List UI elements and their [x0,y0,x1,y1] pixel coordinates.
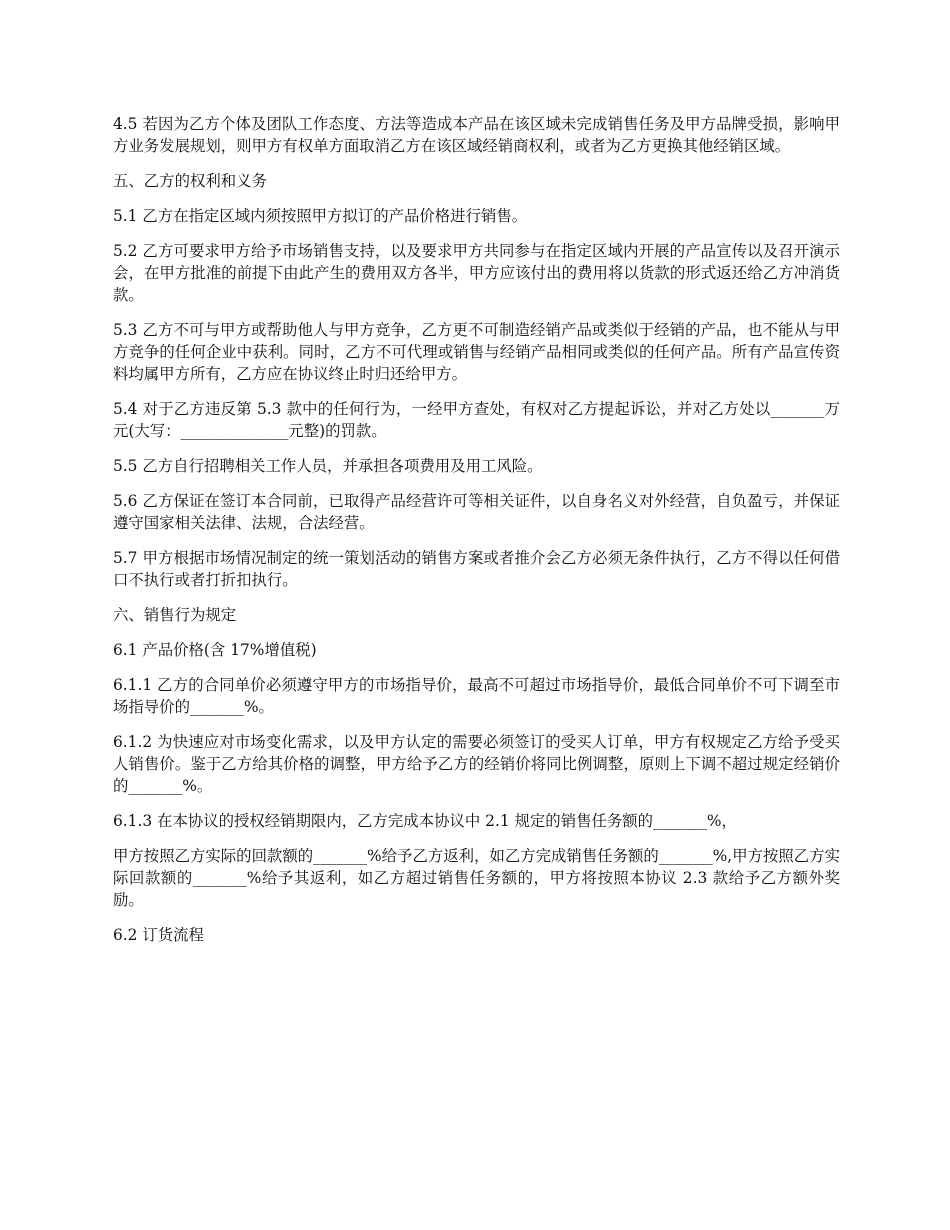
paragraph-6-1: 6.1 产品价格(含 17%增值税) [113,641,317,659]
paragraph-5-3: 5.3 乙方不可与甲方或帮助他人与甲方竞争，乙方更不可制造经销产品或类似于经销的产品，也不能从与甲方竞争的任何企业中获利。同时，乙方不可代理或销售与经销产品相同或类似的任何产品。所有产品宣传资料均属甲方所有，乙方应在协议终止时归还给甲方。 [113,321,840,383]
paragraph-5-7: 5.7 甲方根据市场情况制定的统一策划活动的销售方案或者推介会乙方必须无条件执行，乙方不得以任何借口不执行或者打折扣执行。 [113,549,840,589]
paragraph-5-1: 5.1 乙方在指定区域内须按照甲方拟订的产品价格进行销售。 [113,207,528,225]
paragraph-6-1-3: 6.1.3 在本协议的授权经销期限内，乙方完成本协议中 2.1 规定的销售任务额的_______%， [113,812,737,830]
paragraph-6-1-1: 6.1.1 乙方的合同单价必须遵守甲方的市场指导价，最高不可超过市场指导价，最低合同单价不可下调至市场指导价的_______%。 [113,676,840,716]
document-page [113,113,840,959]
paragraph-5-2: 5.2 乙方可要求甲方给予市场销售支持，以及要求甲方共同参与在指定区域内开展的产品宣传以及召开演示会，在甲方批准的前提下由此产生的费用双方各半，甲方应该付出的费用将以货款的形式返还给乙方冲消货款。 [113,242,840,304]
section-heading-5: 五、乙方的权利和义务 [113,172,267,190]
paragraph-6-1-2: 6.1.2 为快速应对市场变化需求，以及甲方认定的需要必须签订的受买人订单，甲方有权规定乙方给予受买人销售价。鉴于乙方给其价格的调整，甲方给予乙方的经销价将同比例调整，原则上下调不超过规定经销价的_______%。 [113,733,840,795]
paragraph-6-1-3-continued: 甲方按照乙方实际的回款额的_______%给予乙方返利，如乙方完成销售任务额的_______%,甲方按照乙方实际回款额的_______%给予其返利，如乙方超过销售任务额的，甲方将按照本协议 2.3 款给予乙方额外奖励。 [113,847,840,909]
paragraph-5-4: 5.4 对于乙方违反第 5.3 款中的任何行为，一经甲方查处，有权对乙方提起诉讼，并对乙方处以_______万元(大写：______________元整)的罚款。 [113,400,840,440]
section-heading-6: 六、销售行为规定 [113,606,237,624]
paragraph-6-2: 6.2 订货流程 [113,926,204,944]
paragraph-5-5: 5.5 乙方自行招聘相关工作人员，并承担各项费用及用工风险。 [113,457,543,475]
paragraph-5-6: 5.6 乙方保证在签订本合同前，已取得产品经营许可等相关证件，以自身名义对外经营，自负盈亏，并保证遵守国家相关法律、法规，合法经营。 [113,492,840,532]
paragraph-4-5: 4.5 若因为乙方个体及团队工作态度、方法等造成本产品在该区域未完成销售任务及甲方品牌受损，影响甲方业务发展规划，则甲方有权单方面取消乙方在该区域经销商权利，或者为乙方更换其他经销区域。 [113,115,840,155]
